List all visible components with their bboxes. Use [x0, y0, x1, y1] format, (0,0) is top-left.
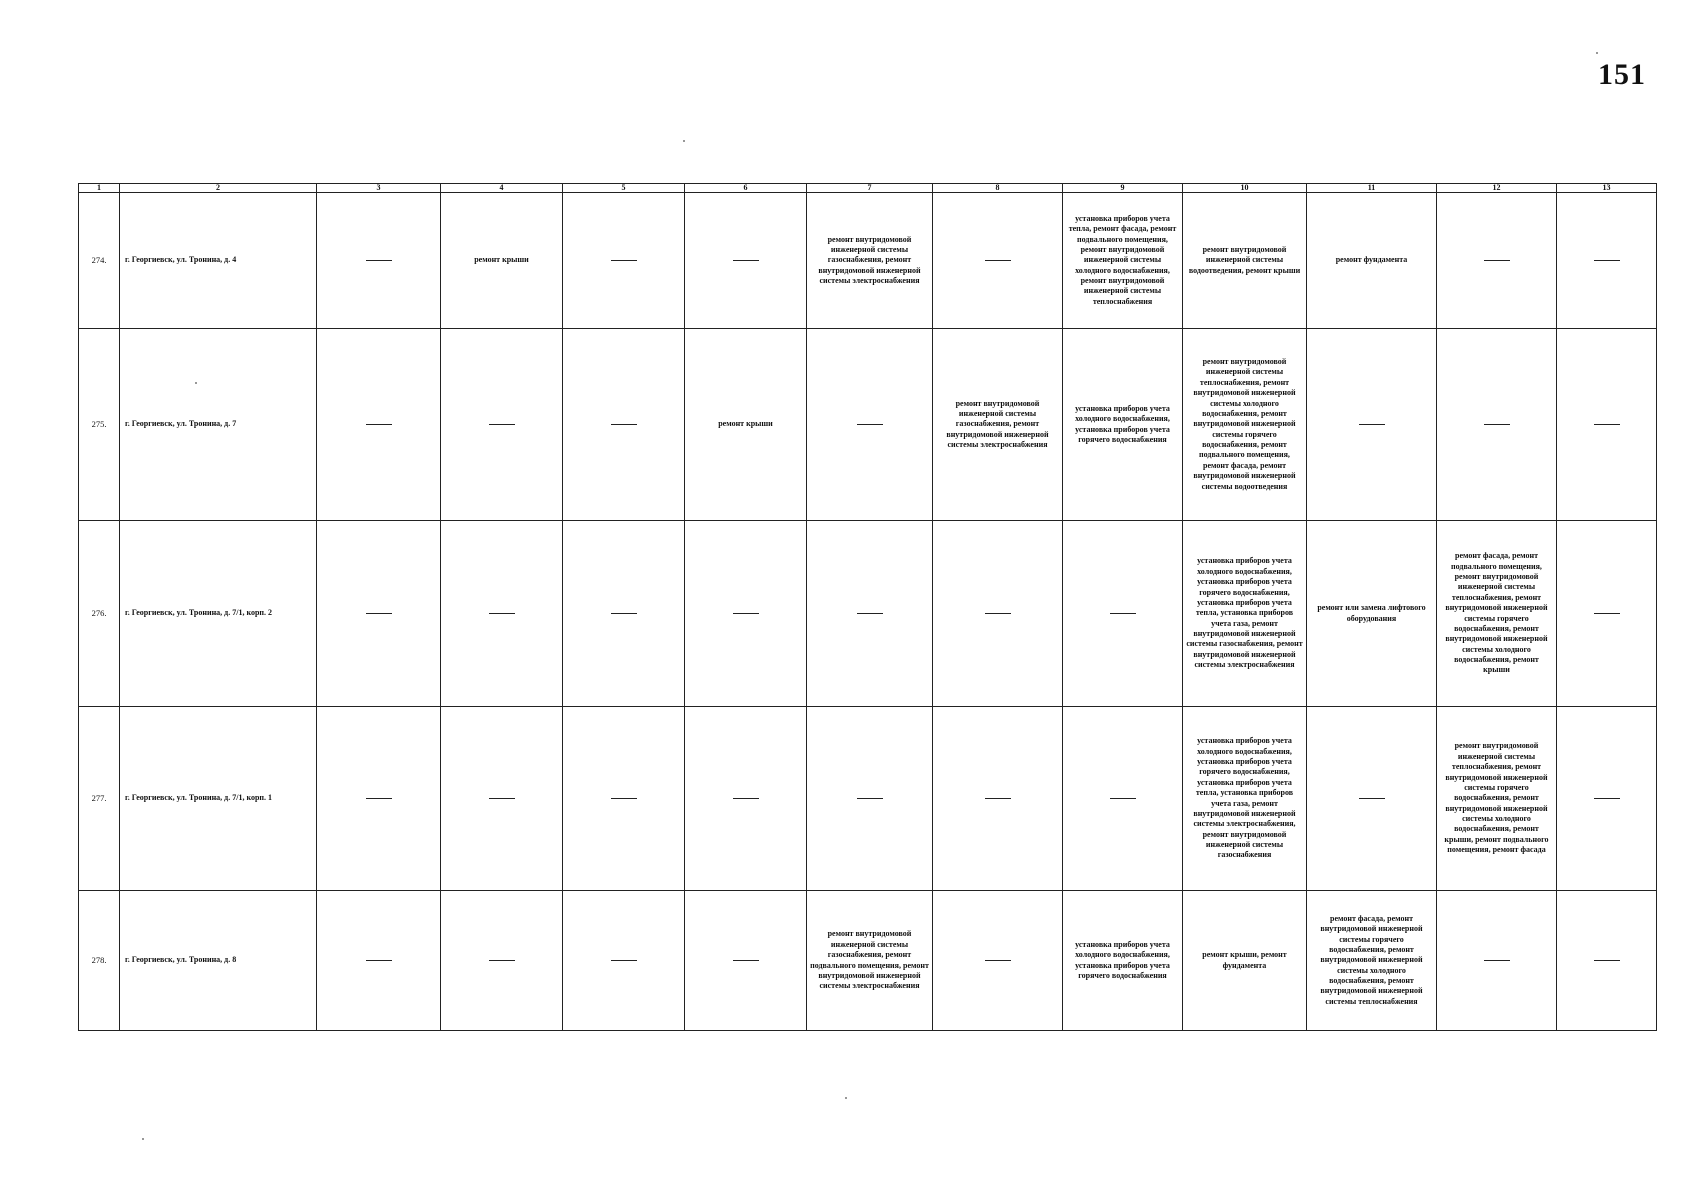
address-cell: г. Георгиевск, ул. Тронина, д. 4: [120, 193, 317, 329]
empty-dash-cell: [563, 707, 685, 891]
column-number: 3: [317, 184, 441, 193]
column-number: 12: [1437, 184, 1557, 193]
empty-dash-cell: [1557, 891, 1657, 1031]
dash-mark: [857, 613, 883, 614]
dash-mark: [489, 613, 515, 614]
column-number: 6: [685, 184, 807, 193]
empty-dash-cell: [685, 891, 807, 1031]
column-number: 10: [1183, 184, 1307, 193]
column-number: 13: [1557, 184, 1657, 193]
scan-speck: [195, 382, 197, 384]
repair-schedule-table: [78, 183, 1657, 1031]
empty-dash-cell: [441, 707, 563, 891]
dash-mark: [1484, 260, 1510, 261]
empty-dash-cell: [317, 707, 441, 891]
address-cell: г. Георгиевск, ул. Тронина, д. 7: [120, 329, 317, 521]
empty-dash-cell: [563, 329, 685, 521]
dash-mark: [611, 798, 637, 799]
empty-dash-cell: [1307, 329, 1437, 521]
empty-dash-cell: [1557, 329, 1657, 521]
column-number: 9: [1063, 184, 1183, 193]
dash-mark: [1594, 613, 1620, 614]
empty-dash-cell: [563, 891, 685, 1031]
dash-mark: [366, 798, 392, 799]
work-description-cell: установка приборов учета тепла, ремонт фасада, ремонт подвального помещения, ремонт внутридомовой инженерной системы холодного водоснабжения, ремонт внутридомовой инженерной системы теплоснабжения: [1063, 193, 1183, 329]
empty-dash-cell: [1437, 193, 1557, 329]
empty-dash-cell: [441, 521, 563, 707]
empty-dash-cell: [1437, 329, 1557, 521]
row-number: 277.: [79, 707, 120, 891]
dash-mark: [489, 960, 515, 961]
empty-dash-cell: [317, 521, 441, 707]
empty-dash-cell: [933, 891, 1063, 1031]
dash-mark: [985, 260, 1011, 261]
work-description-cell: ремонт фасада, ремонт подвального помещения, ремонт внутридомовой инженерной системы теплоснабжения, ремонт внутридомовой инженерной системы горячего водоснабжения, ремонт внутридомовой инженерной системы холодного водоснабжения, ремонт крыши: [1437, 521, 1557, 707]
empty-dash-cell: [1557, 193, 1657, 329]
dash-mark: [985, 798, 1011, 799]
empty-dash-cell: [933, 707, 1063, 891]
work-description-cell: ремонт фасада, ремонт внутридомовой инженерной системы горячего водоснабжения, ремонт внутридомовой инженерной системы холодного водоснабжения, ремонт внутридомовой инженерной системы теплоснабжения: [1307, 891, 1437, 1031]
dash-mark: [1359, 798, 1385, 799]
empty-dash-cell: [685, 193, 807, 329]
empty-dash-cell: [1063, 521, 1183, 707]
empty-dash-cell: [685, 521, 807, 707]
dash-mark: [1110, 613, 1136, 614]
dash-mark: [611, 424, 637, 425]
table-row: [79, 329, 1657, 521]
work-description-cell: установка приборов учета холодного водоснабжения, установка приборов учета горячего водоснабжения, установка приборов учета тепла, установка приборов учета газа, ремонт внутридомовой инженерной системы газоснабжения, ремонт внутридомовой инженерной системы электроснабжения: [1183, 521, 1307, 707]
row-number: 278.: [79, 891, 120, 1031]
empty-dash-cell: [441, 891, 563, 1031]
dash-mark: [489, 424, 515, 425]
column-number: 1: [79, 184, 120, 193]
column-number-header: [79, 184, 1657, 193]
dash-mark: [733, 798, 759, 799]
dash-mark: [1110, 798, 1136, 799]
work-description-cell: ремонт крыши, ремонт фундамента: [1183, 891, 1307, 1031]
header-row: [79, 184, 1657, 193]
address-cell: г. Георгиевск, ул. Тронина, д. 7/1, корп. 1: [120, 707, 317, 891]
empty-dash-cell: [563, 521, 685, 707]
dash-mark: [985, 960, 1011, 961]
dash-mark: [611, 960, 637, 961]
column-number: 7: [807, 184, 933, 193]
empty-dash-cell: [1557, 707, 1657, 891]
dash-mark: [611, 613, 637, 614]
row-number: 274.: [79, 193, 120, 329]
dash-mark: [1484, 960, 1510, 961]
work-description-cell: ремонт внутридомовой инженерной системы газоснабжения, ремонт подвального помещения, ремонт внутридомовой инженерной системы электроснабжения: [807, 891, 933, 1031]
dash-mark: [985, 613, 1011, 614]
table-row: [79, 707, 1657, 891]
dash-mark: [1594, 798, 1620, 799]
empty-dash-cell: [1437, 891, 1557, 1031]
work-description-cell: ремонт крыши: [441, 193, 563, 329]
work-description-cell: ремонт внутридомовой инженерной системы водоотведения, ремонт крыши: [1183, 193, 1307, 329]
scan-speck: [845, 1097, 847, 1099]
scan-speck: [1596, 52, 1598, 54]
work-description-cell: ремонт внутридомовой инженерной системы газоснабжения, ремонт внутридомовой инженерной системы электроснабжения: [807, 193, 933, 329]
dash-mark: [489, 798, 515, 799]
column-number: 8: [933, 184, 1063, 193]
empty-dash-cell: [807, 521, 933, 707]
empty-dash-cell: [317, 329, 441, 521]
dash-mark: [733, 960, 759, 961]
empty-dash-cell: [317, 891, 441, 1031]
empty-dash-cell: [1307, 707, 1437, 891]
empty-dash-cell: [807, 707, 933, 891]
table-row: [79, 891, 1657, 1031]
work-description-cell: ремонт внутридомовой инженерной системы теплоснабжения, ремонт внутридомовой инженерной системы холодного водоснабжения, ремонт внутридомовой инженерной системы горячего водоснабжения, ремонт подвального помещения, ремонт фасада, ремонт внутридомовой инженерной системы водоотведения: [1183, 329, 1307, 521]
work-description-cell: установка приборов учета холодного водоснабжения, установка приборов учета горячего водоснабжения, установка приборов учета тепла, установка приборов учета газа, ремонт внутридомовой инженерной системы электроснабжения, ремонт внутридомовой инженерной системы газоснабжения: [1183, 707, 1307, 891]
row-number: 275.: [79, 329, 120, 521]
work-description-cell: ремонт внутридомовой инженерной системы теплоснабжения, ремонт внутридомовой инженерной системы горячего водоснабжения, ремонт внутридомовой инженерной системы холодного водоснабжения, ремонт крыши, ремонт подвального помещения, ремонт фасада: [1437, 707, 1557, 891]
work-description-cell: ремонт внутридомовой инженерной системы газоснабжения, ремонт внутридомовой инженерной системы электроснабжения: [933, 329, 1063, 521]
row-number: 276.: [79, 521, 120, 707]
dash-mark: [611, 260, 637, 261]
dash-mark: [366, 424, 392, 425]
table-row: [79, 521, 1657, 707]
address-cell: г. Георгиевск, ул. Тронина, д. 8: [120, 891, 317, 1031]
dash-mark: [1594, 960, 1620, 961]
empty-dash-cell: [933, 193, 1063, 329]
work-description-cell: ремонт крыши: [685, 329, 807, 521]
table-row: [79, 193, 1657, 329]
scan-speck: [683, 140, 685, 142]
dash-mark: [733, 613, 759, 614]
empty-dash-cell: [441, 329, 563, 521]
dash-mark: [1594, 424, 1620, 425]
column-number: 5: [563, 184, 685, 193]
dash-mark: [366, 960, 392, 961]
empty-dash-cell: [317, 193, 441, 329]
empty-dash-cell: [807, 329, 933, 521]
empty-dash-cell: [1557, 521, 1657, 707]
work-description-cell: установка приборов учета холодного водоснабжения, установка приборов учета горячего водоснабжения: [1063, 329, 1183, 521]
empty-dash-cell: [933, 521, 1063, 707]
page-number: 151: [1598, 58, 1646, 91]
repair-schedule-table-wrapper: [78, 183, 1656, 1031]
dash-mark: [857, 424, 883, 425]
column-number: 2: [120, 184, 317, 193]
empty-dash-cell: [563, 193, 685, 329]
dash-mark: [1359, 424, 1385, 425]
empty-dash-cell: [1063, 707, 1183, 891]
dash-mark: [366, 613, 392, 614]
work-description-cell: ремонт или замена лифтового оборудования: [1307, 521, 1437, 707]
dash-mark: [857, 798, 883, 799]
work-description-cell: ремонт фундамента: [1307, 193, 1437, 329]
dash-mark: [1594, 260, 1620, 261]
column-number: 4: [441, 184, 563, 193]
dash-mark: [1484, 424, 1510, 425]
scan-speck: [142, 1138, 144, 1140]
table-body: [79, 193, 1657, 1031]
address-cell: г. Георгиевск, ул. Тронина, д. 7/1, корп. 2: [120, 521, 317, 707]
dash-mark: [366, 260, 392, 261]
dash-mark: [733, 260, 759, 261]
empty-dash-cell: [685, 707, 807, 891]
column-number: 11: [1307, 184, 1437, 193]
work-description-cell: установка приборов учета холодного водоснабжения, установка приборов учета горячего водоснабжения: [1063, 891, 1183, 1031]
